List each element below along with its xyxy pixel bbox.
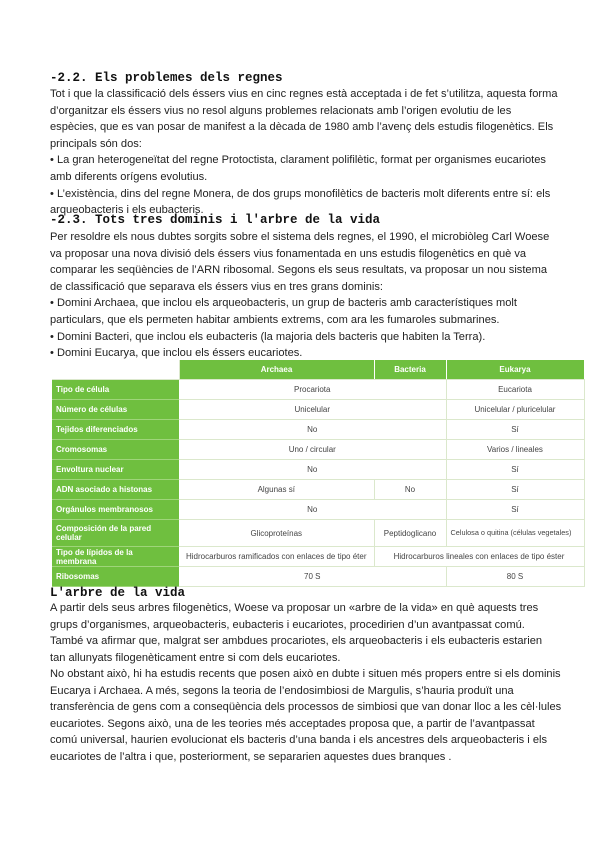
row-label: ADN asociado a histonas — [52, 480, 179, 500]
header-bacteria: Bacteria — [374, 360, 446, 380]
table-cell: Peptidoglicano — [374, 520, 446, 547]
table-cell: Eucariota — [446, 380, 584, 400]
arbre-body-2 — [50, 666, 562, 766]
domains-comparison-table — [52, 360, 585, 587]
table-cell: No — [179, 500, 446, 520]
table-row — [52, 520, 584, 547]
row-label: Composición de la pared celular — [52, 520, 179, 547]
table-row — [52, 500, 584, 520]
table-cell: Procariota — [179, 380, 446, 400]
table-cell: Uno / circular — [179, 440, 446, 460]
table-row — [52, 547, 584, 567]
table-cell: 70 S — [179, 567, 446, 587]
arbre-paragraph-2: No obstant això, hi ha estudis recents que posen això en dubte i situen més propers entre si els dominis Eucarya i Archaea. A més, segons la teoria de l’endosimbiosi de Margulis, s’hauria produït una transferència de gens com a conseqüència dels processos de simbiosi que van donar lloc a les cèl·lules eucariotes. Segons això, una de les teories més acceptades proposa que, a partir de l’avantpassat comú universal, haurien evolucionat els bacteris d’una banda i els ancestres dels arqueobacteris i els eucariotes de l’altra i que, posteriorment, se separarien aquestes dues branques . — [50, 668, 562, 763]
section-2-3-bullet: • Domini Eucarya, que inclou els éssers eucariotes. — [50, 347, 303, 360]
table-row — [52, 567, 584, 587]
table-cell: Hidrocarburos ramificados con enlaces de tipo éter — [179, 547, 374, 567]
row-label: Tipo de lípidos de la membrana — [52, 547, 179, 567]
row-label: Orgánulos membranosos — [52, 500, 179, 520]
row-label: Ribosomas — [52, 567, 179, 587]
table-cell: No — [374, 480, 446, 500]
table-row — [52, 480, 584, 500]
table-row — [52, 420, 584, 440]
section-2-2-bullet: • La gran heterogeneïtat del regne Protoctista, clarament polifilètic, format per organismes eucariotes amb diferents orígens evolutius. — [50, 154, 546, 183]
table-cell: No — [179, 420, 446, 440]
arbre-body — [50, 600, 560, 666]
table-cell: No — [179, 460, 446, 480]
table-cell: Algunas sí — [179, 480, 374, 500]
row-label: Número de células — [52, 400, 179, 420]
section-2-2-title: -2.2. Els problemes dels regnes — [50, 71, 283, 85]
section-2-2-paragraph: Tot i que la classificació dels éssers vius en cinc regnes està acceptada i de fet s’utilitza, aquesta forma d’organitzar els éssers vius no resol alguns problemes relacionats amb l’origen evolutiu de les espècies, que es van posar de manifest a la dècada de 1980 amb l’avenç dels estudis filogenètics. Els principals són dos: — [50, 88, 558, 150]
section-2-2-bullet: • L’existència, dins del regne Monera, de dos grups monofilètics de bacteris molt diferents entre sí: els arqueobacteris i els eubacteris. — [50, 187, 551, 217]
section-2-3-body — [50, 229, 560, 362]
table-row — [52, 380, 584, 400]
table-cell: Sí — [446, 480, 584, 500]
table-corner-cell — [52, 360, 179, 380]
arbre-paragraph-1: A partir dels seus arbres filogenètics, Woese va proposar un «arbre de la vida» en què aquests tres grups d’organismes, arqueobacteris, eubacteris i eucariotes, procedirien d’un avantpassat comú. També va afirmar que, malgrat ser ambdues procariotes, els arqueobacteris i els eubacteris estarien tan allunyats filogenèticament entre si com dels eucariotes. — [50, 602, 543, 664]
row-label: Cromosomas — [52, 440, 179, 460]
table-row — [52, 460, 584, 480]
table-cell: Sí — [446, 500, 584, 520]
table-cell: Unicelular — [179, 400, 446, 420]
table-cell: Sí — [446, 460, 584, 480]
table-header-row — [52, 360, 584, 380]
table-cell: Celulosa o quitina (células vegetales) — [446, 520, 584, 547]
header-eukarya: Eukarya — [446, 360, 584, 380]
table-row — [52, 400, 584, 420]
section-2-3-bullet: • Domini Bacteri, que inclou els eubacteris (la majoria dels bacteris que habiten la Terra). — [50, 330, 486, 343]
arbre-de-la-vida-title: L'arbre de la vida — [50, 586, 186, 600]
section-2-3-bullet: • Domini Archaea, que inclou els arqueobacteris, un grup de bacteris amb característiques molt particulars, que els permeten habitar ambients extrems, com ara les fumaroles submarines. — [50, 297, 517, 326]
table-cell: Hidrocarburos lineales con enlaces de tipo éster — [374, 547, 584, 567]
section-2-2-body — [50, 86, 560, 219]
row-label: Envoltura nuclear — [52, 460, 179, 480]
table-cell: 80 S — [446, 567, 584, 587]
section-2-3-paragraph: Per resoldre els nous dubtes sorgits sobre el sistema dels regnes, el 1990, el microbiòleg Carl Woese va proposar una nova divisió dels éssers vius fonamentada en uns estudis filogenètics en què va comparar les seqüències de l’ARN ribosomal. Segons els seus resultats, va proposar un nou sistema de classificació que separava els éssers vius en tres grans dominis: — [50, 231, 550, 293]
table-row — [52, 440, 584, 460]
table-cell: Sí — [446, 420, 584, 440]
section-2-3-title: -2.3. Tots tres dominis i l'arbre de la vida — [50, 213, 381, 227]
row-label: Tipo de célula — [52, 380, 179, 400]
table-cell: Unicelular / pluricelular — [446, 400, 584, 420]
table-cell: Glicoproteínas — [179, 520, 374, 547]
row-label: Tejidos diferenciados — [52, 420, 179, 440]
table-cell: Varios / lineales — [446, 440, 584, 460]
header-archaea: Archaea — [179, 360, 374, 380]
